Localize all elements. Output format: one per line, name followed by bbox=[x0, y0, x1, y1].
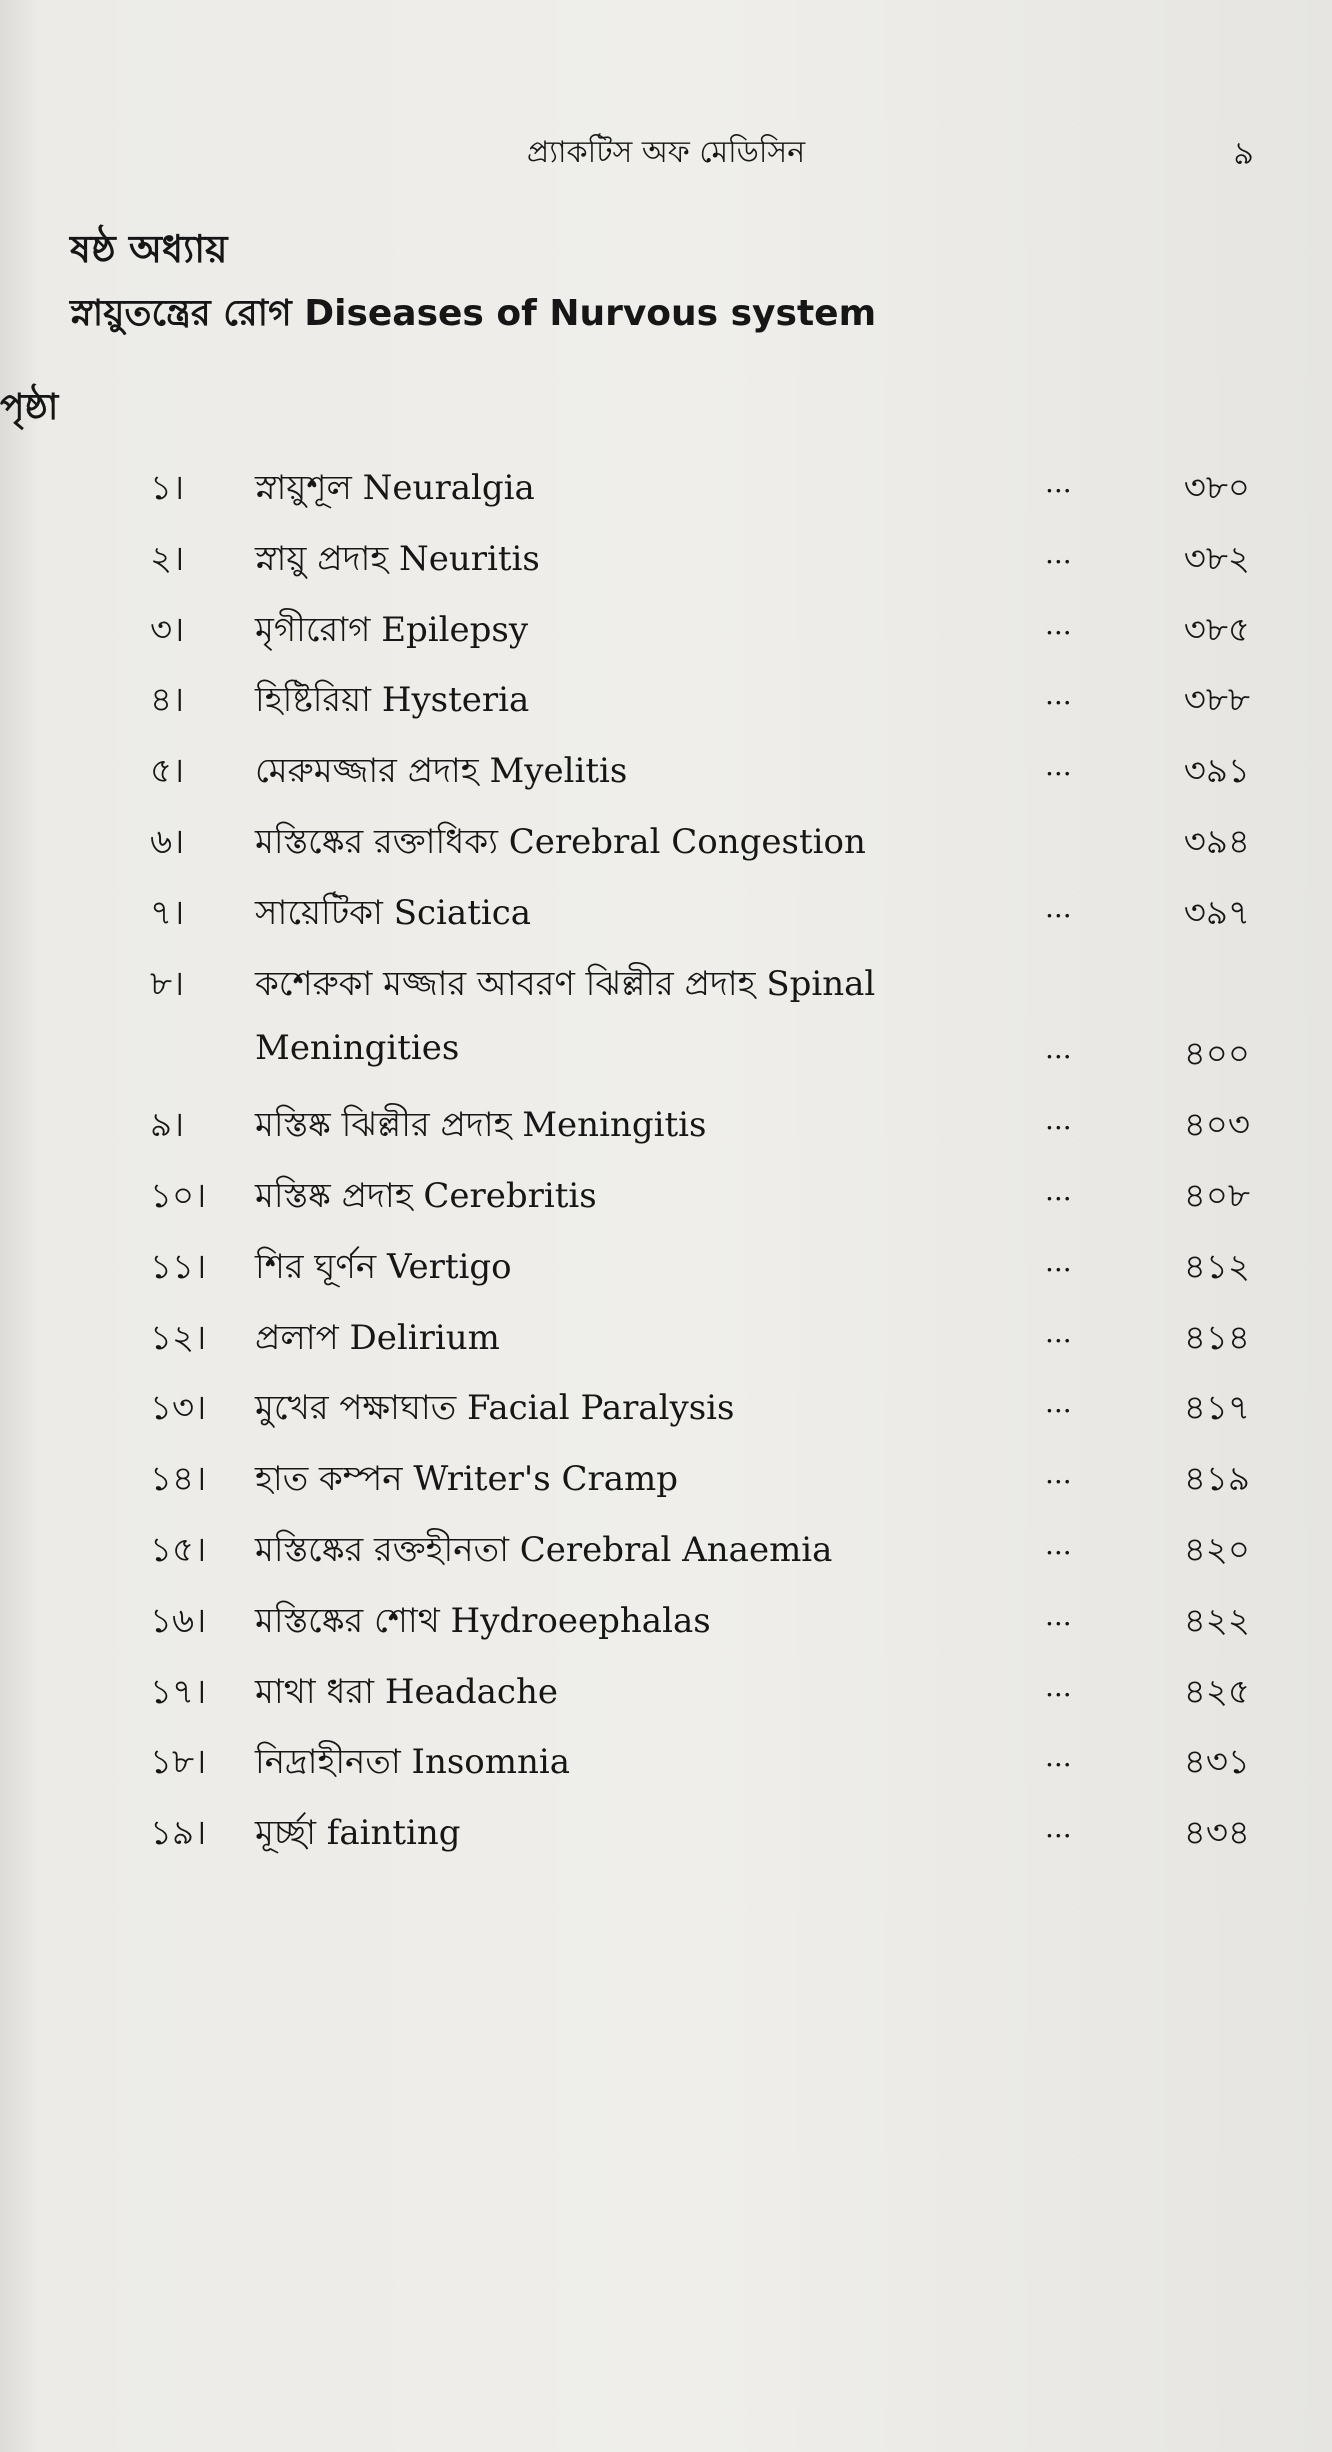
entry-page: ৪২৫ bbox=[1183, 1671, 1250, 1712]
entry-leader-dots: ... bbox=[1045, 1244, 1072, 1278]
entry-number: ১২। bbox=[150, 1317, 207, 1358]
entry-page: ৪৩১ bbox=[1183, 1742, 1250, 1783]
entry-leader-dots: ... bbox=[1045, 1457, 1072, 1491]
contents-row bbox=[0, 600, 1332, 660]
entry-page: ৪১৭ bbox=[1183, 1388, 1250, 1429]
entry-topic: নিদ্রাহীনতা Insomnia bbox=[255, 1742, 571, 1783]
contents-row bbox=[0, 1024, 1332, 1084]
entry-number: ১৬। bbox=[150, 1600, 207, 1641]
entry-number: ১। bbox=[150, 468, 185, 508]
section-title: স্নায়ুতন্ত্রের রোগ Diseases of Nurvous system bbox=[70, 293, 877, 334]
entry-leader-dots: ... bbox=[1045, 1315, 1072, 1349]
entry-leader-dots: ... bbox=[1045, 1528, 1072, 1561]
contents-row bbox=[0, 1803, 1332, 1863]
entry-page: ৩৮৫ bbox=[1183, 609, 1250, 650]
running-header bbox=[0, 128, 1332, 178]
entry-number: ১৯। bbox=[150, 1813, 207, 1854]
entry-page: ৪০৩ bbox=[1183, 1105, 1250, 1146]
entry-topic: মস্তিষ্ক প্রদাহ Cerebritis bbox=[255, 1176, 597, 1216]
entry-topic: স্নায়ুশূল Neuralgia bbox=[255, 468, 535, 508]
entry-topic: মস্তিষ্কের রক্তাধিক্য Cerebral Congestion bbox=[255, 822, 866, 862]
entry-leader-dots: ... bbox=[1045, 678, 1072, 712]
contents-row bbox=[0, 954, 1332, 1014]
entry-page: ৪০০ bbox=[1183, 1034, 1250, 1075]
entry-number: ১৭। bbox=[150, 1671, 207, 1712]
entry-leader-dots: ... bbox=[1045, 1811, 1072, 1845]
entry-topic: হিষ্টিরিয়া Hysteria bbox=[255, 680, 530, 721]
entry-page: ৩৯৭ bbox=[1183, 892, 1250, 933]
contents-row bbox=[0, 741, 1332, 801]
entry-leader-dots: ... bbox=[1045, 1386, 1072, 1420]
contents-row bbox=[0, 670, 1332, 730]
entry-topic: স্নায়ু প্রদাহ Neuritis bbox=[255, 538, 540, 579]
entry-number: ১১। bbox=[150, 1246, 207, 1287]
contents-row bbox=[0, 1520, 1332, 1580]
entry-page: ৪১৪ bbox=[1183, 1317, 1250, 1358]
entry-topic: মূর্চ্ছা fainting bbox=[255, 1813, 461, 1854]
contents-row bbox=[0, 812, 1332, 872]
contents-row bbox=[0, 1378, 1332, 1438]
entry-number: ৬। bbox=[150, 822, 185, 862]
entry-number: ৪। bbox=[150, 680, 185, 721]
contents-row bbox=[0, 1662, 1332, 1722]
entry-leader-dots: ... bbox=[1045, 1669, 1072, 1703]
entry-number: ১৫। bbox=[150, 1530, 207, 1570]
entry-topic: মুখের পক্ষাঘাত Facial Paralysis bbox=[255, 1388, 735, 1429]
contents-row bbox=[0, 1732, 1332, 1792]
contents-row bbox=[0, 1308, 1332, 1368]
page-number: ৯ bbox=[1233, 134, 1254, 172]
entry-number: ১৩। bbox=[150, 1388, 207, 1429]
entry-leader-dots: ... bbox=[1045, 1740, 1072, 1774]
entry-number: ৭। bbox=[150, 892, 185, 933]
chapter-heading: ষষ্ঠ অধ্যায় bbox=[70, 227, 228, 271]
entry-number: ১৮। bbox=[150, 1742, 207, 1783]
entry-number: ৫। bbox=[150, 751, 185, 792]
entry-page: ৩৯১ bbox=[1183, 751, 1250, 792]
contents-row bbox=[0, 1237, 1332, 1297]
entry-page: ৪৩৪ bbox=[1183, 1813, 1250, 1854]
entry-leader-dots: ... bbox=[1045, 1174, 1072, 1207]
entry-page: ৩৮০ bbox=[1183, 468, 1250, 508]
entry-leader-dots: ... bbox=[1045, 1598, 1072, 1632]
entry-page: ৪১৯ bbox=[1183, 1459, 1250, 1500]
entry-topic: শির ঘূর্ণন Vertigo bbox=[255, 1246, 512, 1287]
entry-number: ৮। bbox=[150, 963, 185, 1004]
entry-topic: Meningities bbox=[255, 1028, 460, 1069]
contents-row bbox=[0, 883, 1332, 943]
entry-topic: মস্তিষ্কের শোথ Hydroeephalas bbox=[255, 1600, 711, 1641]
entry-page: ৩৮৮ bbox=[1183, 680, 1250, 721]
entry-page: ৪২০ bbox=[1183, 1530, 1250, 1570]
entry-leader-dots: ... bbox=[1045, 749, 1072, 783]
entry-number: ১০। bbox=[150, 1176, 207, 1216]
entry-topic: মাথা ধরা Headache bbox=[255, 1671, 558, 1712]
entry-topic: মেরুমজ্জার প্রদাহ Myelitis bbox=[255, 751, 628, 792]
entry-leader-dots: ... bbox=[1045, 466, 1072, 499]
entry-page: ৪২২ bbox=[1183, 1600, 1250, 1641]
entry-topic: মস্তিষ্কের রক্তহীনতা Cerebral Anaemia bbox=[255, 1530, 833, 1570]
contents-row bbox=[0, 1591, 1332, 1651]
entry-number: ৩। bbox=[150, 609, 185, 650]
book-title: প্র্যাকটিস অফ মেডিসিন bbox=[526, 135, 806, 170]
entry-leader-dots: ... bbox=[1045, 536, 1072, 570]
contents-row bbox=[0, 1166, 1332, 1226]
entry-topic: সায়েটিকা Sciatica bbox=[255, 892, 532, 933]
entry-number: ১৪। bbox=[150, 1459, 207, 1500]
contents-row bbox=[0, 1449, 1332, 1509]
contents-row bbox=[0, 1095, 1332, 1155]
entry-topic: প্রলাপ Delirium bbox=[255, 1317, 500, 1358]
entry-leader-dots: ... bbox=[1045, 607, 1072, 641]
entry-leader-dots: ... bbox=[1045, 1103, 1072, 1137]
contents-row bbox=[0, 458, 1332, 518]
entry-topic: কশেরুকা মজ্জার আবরণ ঝিল্লীর প্রদাহ Spinal bbox=[255, 963, 876, 1004]
entry-number: ৯। bbox=[150, 1105, 185, 1146]
page-column-header: পৃষ্ঠা bbox=[0, 380, 1332, 2452]
entry-topic: হাত কম্পন Writer's Cramp bbox=[255, 1459, 679, 1500]
entry-topic: মৃগীরোগ Epilepsy bbox=[255, 609, 529, 650]
entry-topic: মস্তিষ্ক ঝিল্লীর প্রদাহ Meningitis bbox=[255, 1105, 707, 1146]
entry-leader-dots: ... bbox=[1045, 890, 1072, 924]
entry-page: ৩৯৪ bbox=[1183, 822, 1250, 862]
entry-page: ৪০৮ bbox=[1183, 1176, 1250, 1216]
contents-row bbox=[0, 529, 1332, 589]
entry-number: ২। bbox=[150, 538, 185, 579]
entry-leader-dots: ... bbox=[1045, 1032, 1072, 1066]
entry-page: ৩৮২ bbox=[1183, 538, 1250, 579]
entry-page: ৪১২ bbox=[1183, 1246, 1250, 1287]
